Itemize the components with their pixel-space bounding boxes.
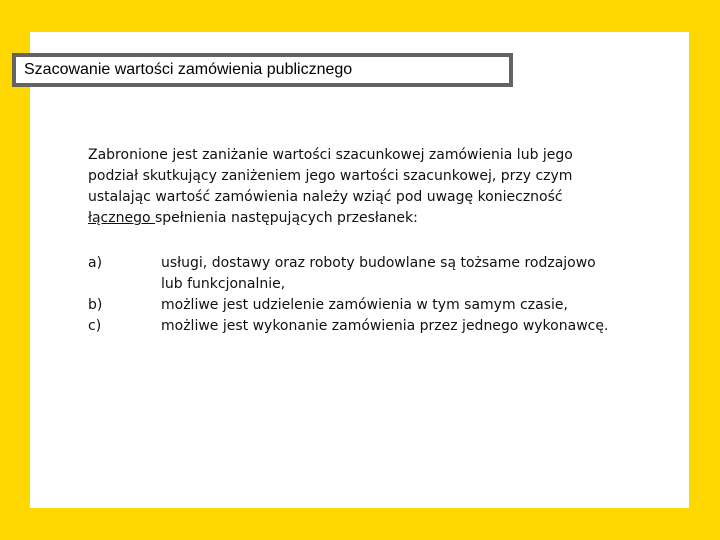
title-box <box>12 53 513 87</box>
list-items <box>161 253 611 337</box>
list-markers <box>88 253 128 337</box>
list-marker-c: c) <box>88 318 102 334</box>
paragraph-part-2: spełnienia następujących przesłanek: <box>155 210 418 226</box>
paragraph-underlined-word: łącznego <box>88 210 155 226</box>
list-item-b: możliwe jest udzielenie zamówienia w tym samym czasie, <box>161 297 568 313</box>
list-item-c: możliwe jest wykonanie zamówienia przez jednego wykonawcę. <box>161 318 609 334</box>
body-paragraph <box>88 145 618 229</box>
list-marker-spacer <box>88 274 128 295</box>
list-item-a: usługi, dostawy oraz roboty budowlane są tożsame rodzajowo lub funkcjonalnie, <box>161 255 596 292</box>
paragraph-part-1: Zabronione jest zaniżanie wartości szacunkowej zamówienia lub jego podział skutkujący zaniżeniem jego wartości szacunkowej, przy czym ustalając wartość zamówienia należy wziąć pod uwagę konieczność <box>88 147 573 205</box>
list-marker-b: b) <box>88 297 103 313</box>
paragraph-text <box>88 145 618 229</box>
slide-title: Szacowanie wartości zamówienia publicznego <box>24 61 353 78</box>
list-marker-a: a) <box>88 255 103 271</box>
